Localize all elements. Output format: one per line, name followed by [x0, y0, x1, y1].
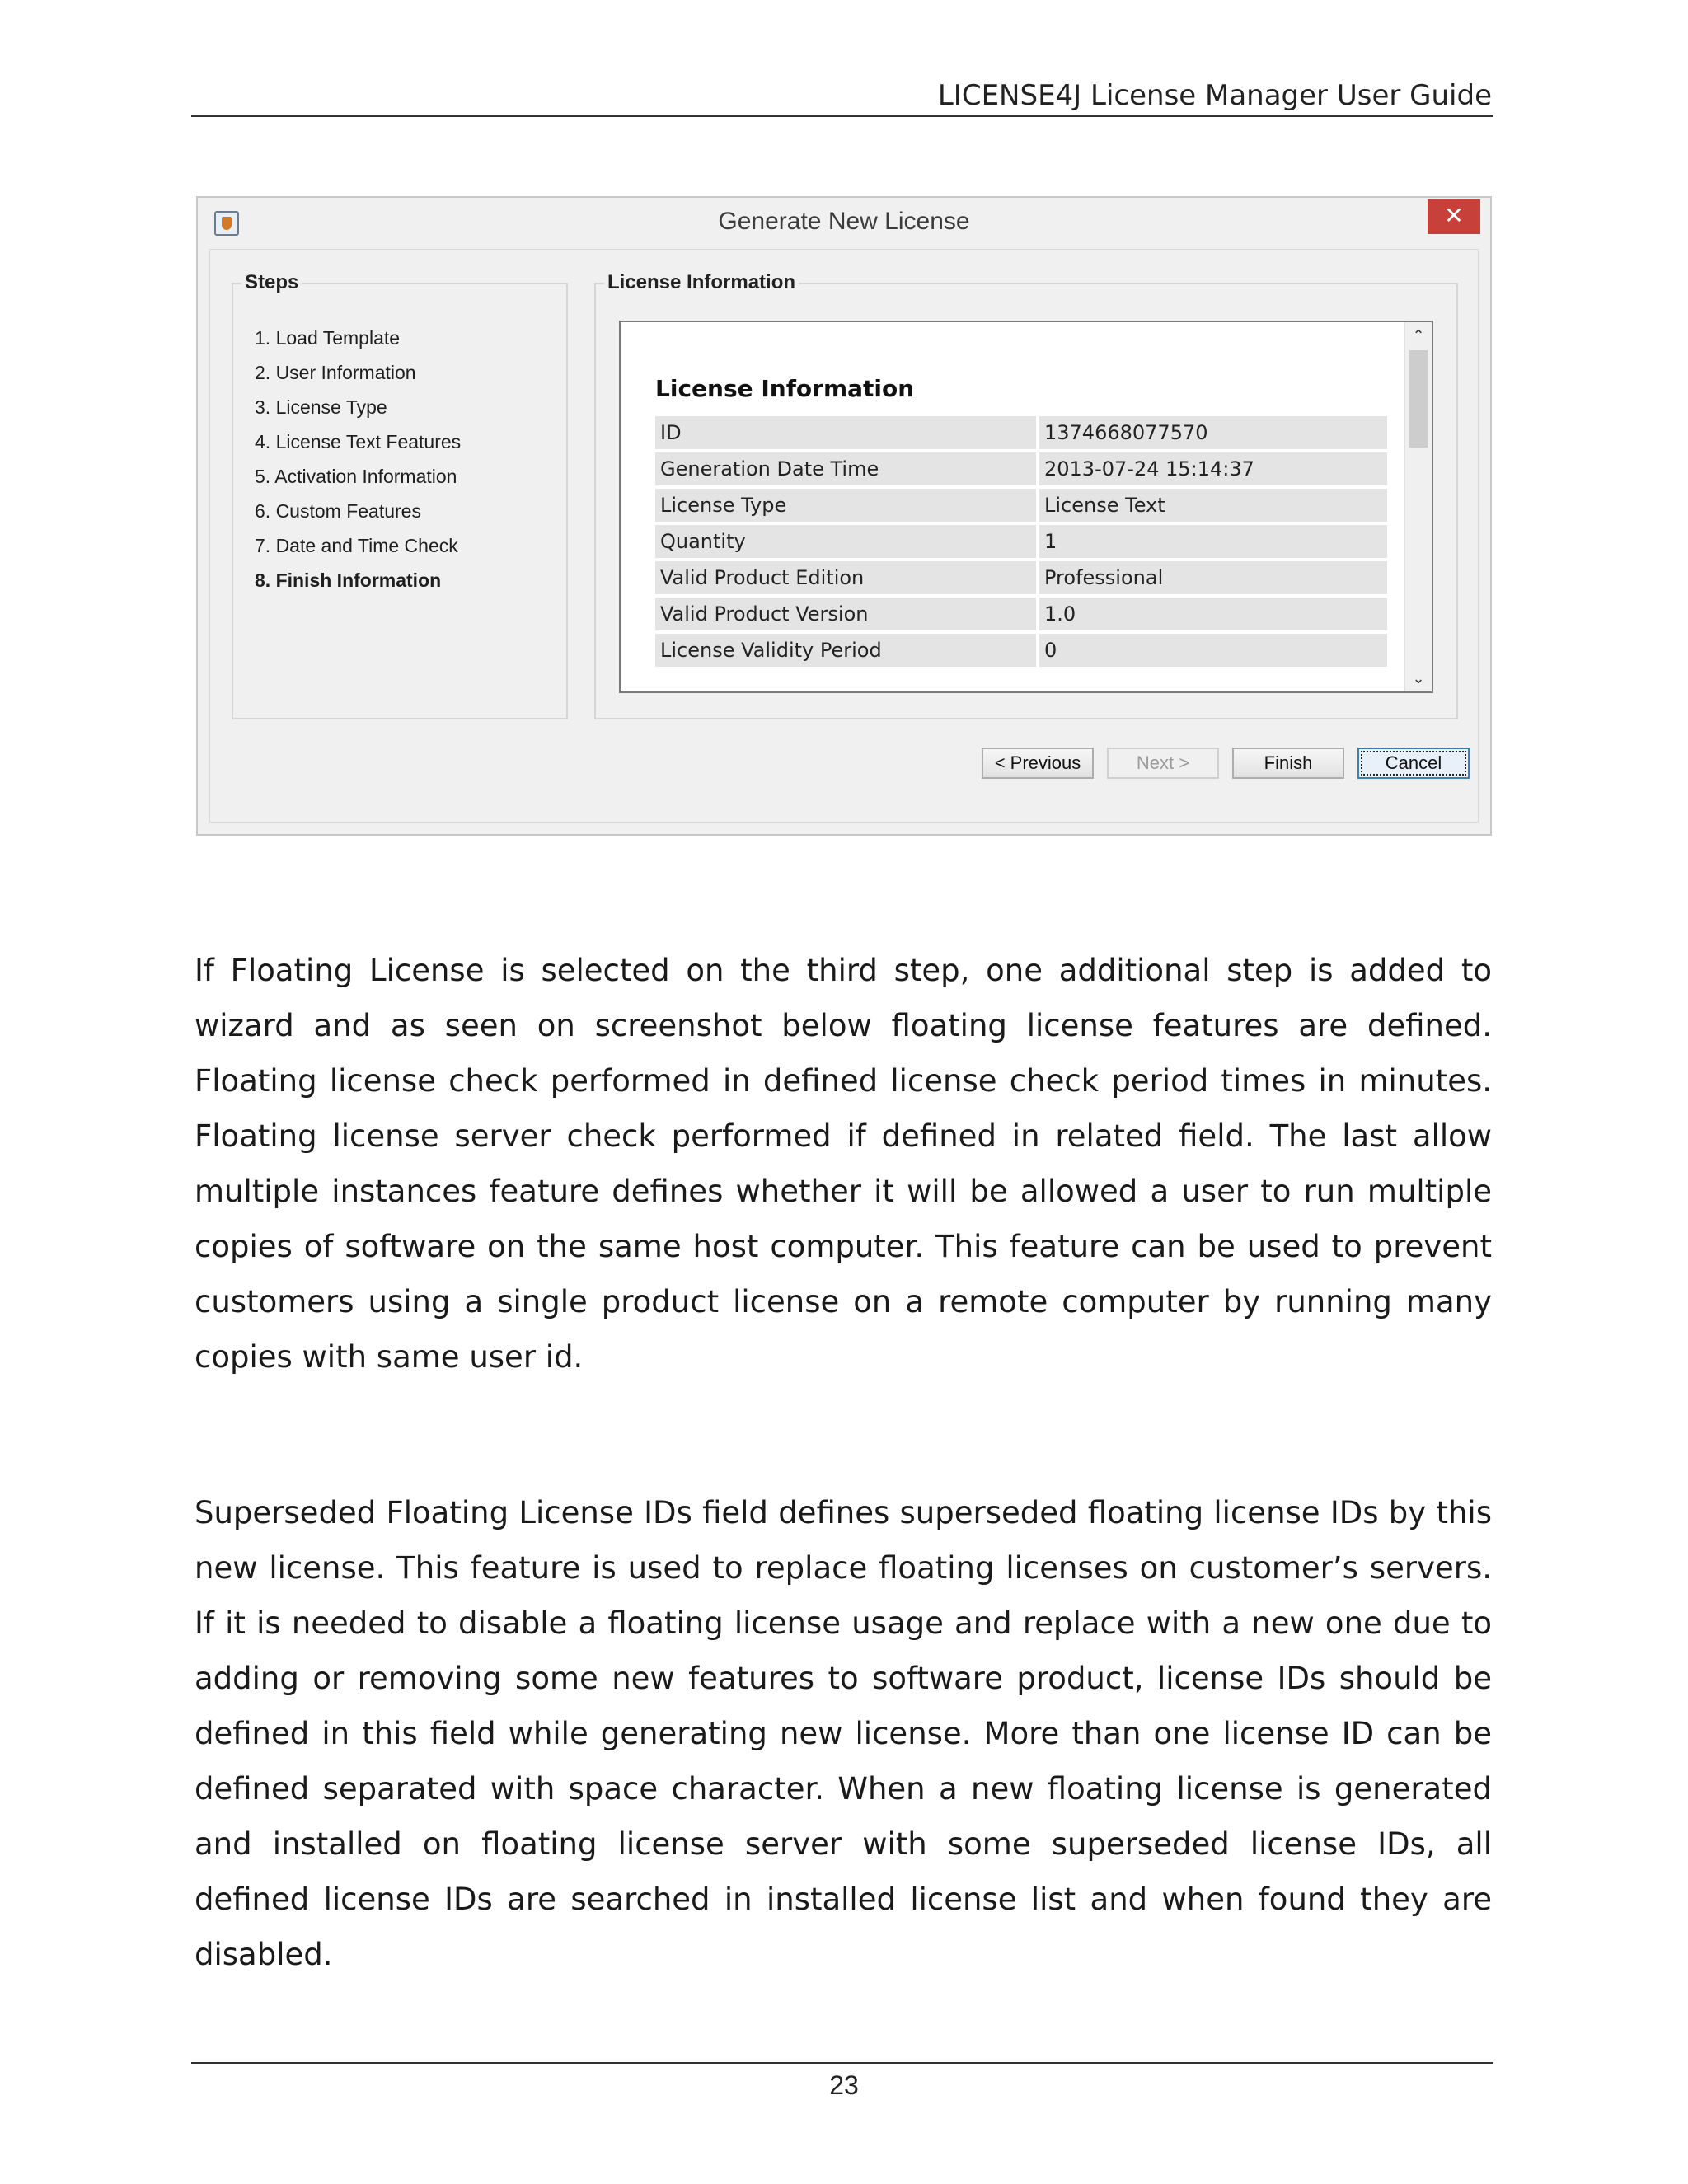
steps-list	[255, 321, 461, 598]
step-load-template: 1. Load Template	[255, 327, 401, 349]
table-row	[655, 561, 1387, 594]
table-row	[655, 452, 1387, 485]
footer-rule	[191, 2062, 1493, 2064]
info-value: License Text	[1039, 489, 1387, 522]
table-row	[655, 489, 1387, 522]
scroll-up-arrow-icon[interactable]: ⌃	[1412, 327, 1425, 344]
step-user-information: 2. User Information	[255, 362, 416, 383]
finish-button[interactable]: Finish	[1232, 748, 1344, 779]
info-value: 0	[1039, 634, 1387, 667]
info-key: License Type	[655, 489, 1036, 522]
generate-license-dialog	[196, 196, 1492, 836]
dialog-client	[209, 249, 1479, 823]
info-value: 1.0	[1039, 598, 1387, 630]
table-row	[655, 525, 1387, 558]
license-info-legend: License Information	[604, 271, 799, 294]
license-info-pane[interactable]	[619, 321, 1433, 693]
cancel-button[interactable]: Cancel	[1357, 748, 1470, 779]
step-license-text-features: 4. License Text Features	[255, 431, 462, 452]
license-info-group	[594, 271, 1458, 719]
license-info-table	[652, 413, 1390, 670]
scroll-thumb[interactable]	[1409, 350, 1428, 448]
info-value: 1374668077570	[1039, 416, 1387, 449]
step-finish-information: 8. Finish Information	[255, 569, 442, 591]
info-key: Valid Product Version	[655, 598, 1036, 630]
close-button[interactable]: ✕	[1428, 199, 1480, 234]
info-key: License Validity Period	[655, 634, 1036, 667]
scroll-down-arrow-icon[interactable]: ⌄	[1412, 670, 1425, 687]
info-value: 1	[1039, 525, 1387, 558]
dialog-title: Generate New License	[718, 208, 970, 235]
info-key: Generation Date Time	[655, 452, 1036, 485]
steps-group	[232, 271, 568, 719]
steps-legend: Steps	[241, 271, 302, 294]
step-activation-information: 5. Activation Information	[255, 466, 457, 487]
header-rule	[191, 115, 1493, 117]
paragraph-floating-license: If Floating License is selected on the third step, one additional step is added to wizard and as seen on screenshot below floating license features are defined. Floating license check performed in defined license check period times in minutes. Floating license server check performed if defined in related field. The last allow multiple instances feature defines whether it will be allowed a user to run multiple copies of software on the same host computer. This feature can be used to prevent customers using a single product license on a remote computer by running many copies with same user id.	[195, 953, 1492, 1375]
vertical-scrollbar[interactable]	[1404, 322, 1432, 691]
info-key: ID	[655, 416, 1036, 449]
table-row	[655, 634, 1387, 667]
dialog-titlebar[interactable]	[198, 198, 1490, 249]
page-header: LICENSE4J License Manager User Guide	[937, 79, 1492, 112]
table-row	[655, 416, 1387, 449]
table-row	[655, 598, 1387, 630]
info-key: Valid Product Edition	[655, 561, 1036, 594]
info-value: 2013-07-24 15:14:37	[1039, 452, 1387, 485]
page-number: 23	[829, 2070, 859, 2100]
step-date-time-check: 7. Date and Time Check	[255, 535, 458, 556]
step-custom-features: 6. Custom Features	[255, 500, 421, 522]
info-key: Quantity	[655, 525, 1036, 558]
next-button[interactable]: Next >	[1107, 748, 1219, 779]
info-value: Professional	[1039, 561, 1387, 594]
paragraph-superseded-ids: Superseded Floating License IDs field defines superseded floating license IDs by this new license. This feature is used to replace floating licenses on customer’s servers. If it is needed to disable a floating license usage and replace with a new one due to adding or removing some new features to software product, license IDs should be defined in this field while generating new license. More than one license ID can be defined separated with space character. When a new floating license is generated and installed on floating license server with some superseded license IDs, all defined license IDs are searched in installed license list and when found they are disabled.	[195, 1495, 1492, 1972]
previous-button[interactable]: < Previous	[982, 748, 1094, 779]
step-license-type: 3. License Type	[255, 396, 387, 418]
info-heading: License Information	[655, 375, 915, 402]
